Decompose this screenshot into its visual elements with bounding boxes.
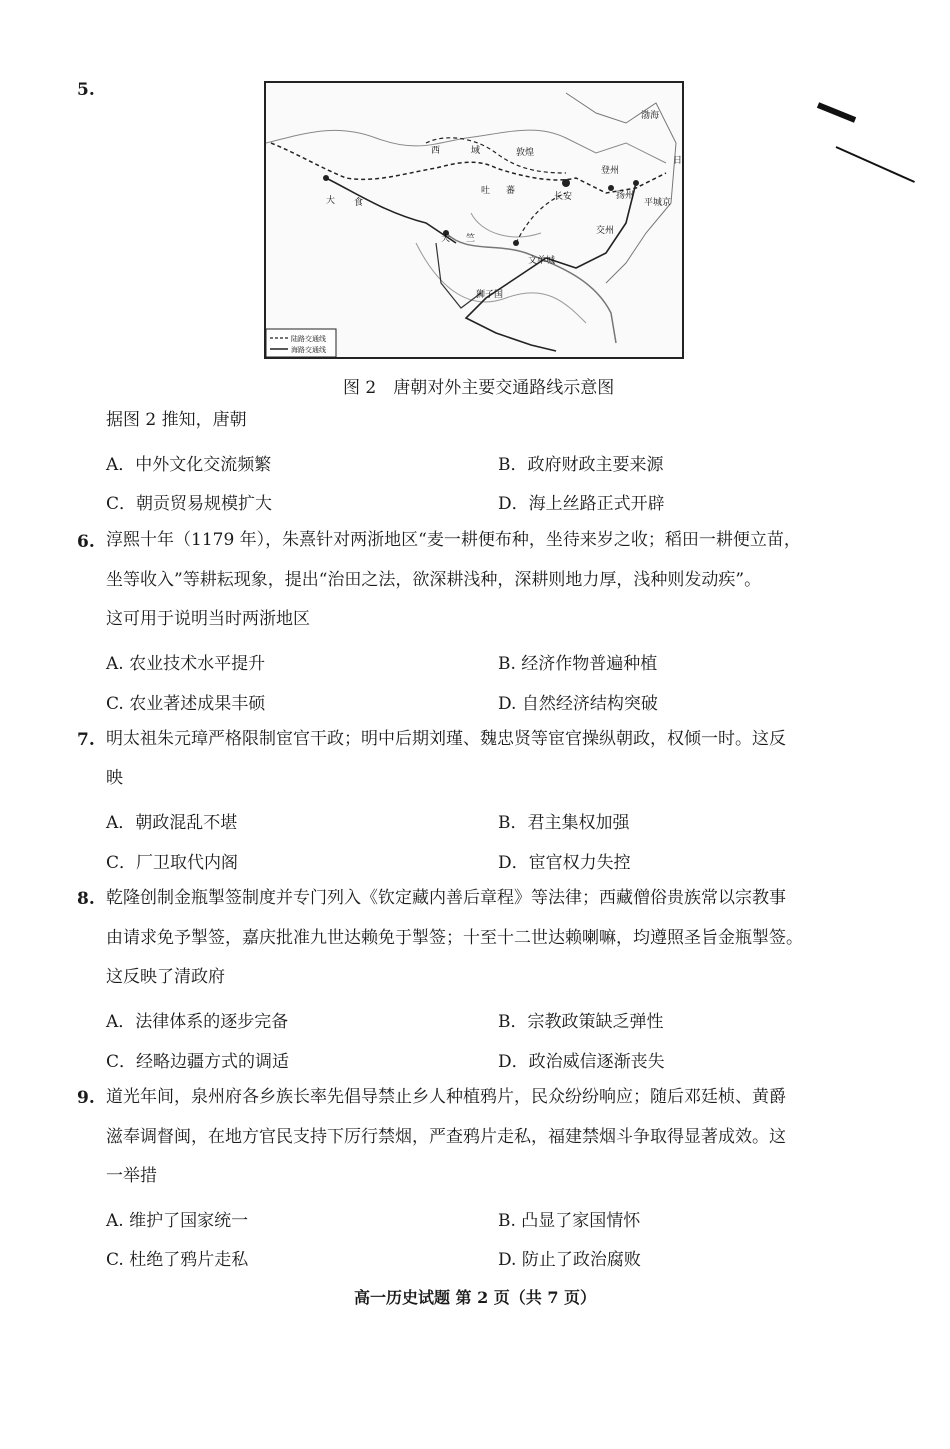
q7-option-b[interactable]: B．君主集权加强	[498, 813, 630, 833]
map-label: 长安	[554, 192, 573, 202]
legend-land: 陆路交通线	[291, 335, 326, 343]
q5-option-d[interactable]: D．海上丝路正式开辟	[498, 494, 665, 514]
q9-option-b[interactable]: B. 凸显了家国情怀	[498, 1211, 641, 1231]
map-label: 大	[326, 196, 336, 206]
map-label: 日	[673, 156, 682, 166]
q9-line: 道光年间，泉州府各乡族长率先倡导禁止乡人种植鸦片，民众纷纷响应；随后邓廷桢、黄爵	[106, 1087, 786, 1107]
map-legend	[266, 329, 336, 357]
q8-line: 乾隆创制金瓶掣签制度并专门列入《钦定藏内善后章程》等法律；西藏僧俗贵族常以宗教事	[106, 888, 786, 908]
q8-line: 这反映了清政府	[106, 967, 225, 987]
map-label: 交州	[596, 226, 615, 236]
map-label: 蕃	[506, 186, 516, 196]
legend-sea: 海路交通线	[291, 346, 326, 354]
q7-option-a[interactable]: A．朝政混乱不堪	[106, 813, 238, 833]
q5-option-a[interactable]: A．中外文化交流频繁	[106, 455, 272, 475]
map-label: 文单城	[528, 256, 556, 266]
q5-option-b[interactable]: B．政府财政主要来源	[498, 455, 664, 475]
figure-caption: 图 2 唐朝对外主要交通路线示意图	[343, 378, 615, 398]
q9-line: 一举措	[106, 1166, 157, 1186]
map-label: 登州	[601, 166, 620, 176]
q5-stem: 据图 2 推知，唐朝	[106, 410, 247, 430]
q9-number: 9.	[77, 1088, 95, 1108]
map-label: 渤海	[641, 111, 660, 121]
q8-option-d[interactable]: D．政治威信逐渐丧失	[498, 1052, 665, 1072]
q6-line: 坐等收入”等耕耘现象，提出“治田之法，欲深耕浅种，深耕则地力厚，浅种则发动疾”。	[106, 570, 762, 590]
q9-option-d[interactable]: D. 防止了政治腐败	[498, 1250, 641, 1270]
q6-option-a[interactable]: A. 农业技术水平提升	[106, 654, 266, 674]
map-label: 竺	[466, 234, 476, 244]
q7-option-c[interactable]: C．厂卫取代内阁	[106, 853, 239, 873]
q8-option-a[interactable]: A．法律体系的逐步完备	[106, 1012, 289, 1032]
q7-number: 7.	[77, 730, 95, 750]
pen-mark	[817, 102, 856, 123]
q6-line: 这可用于说明当时两浙地区	[106, 609, 310, 629]
q9-option-a[interactable]: A. 维护了国家统一	[106, 1211, 249, 1231]
q6-option-b[interactable]: B. 经济作物普遍种植	[498, 654, 658, 674]
q5-number: 5.	[77, 80, 95, 100]
map-drawing	[266, 83, 682, 357]
q7-line: 明太祖朱元璋严格限制宦官干政；明中后期刘瑾、魏忠贤等宦官操纵朝政，权倾一时。这反	[106, 729, 786, 749]
q8-line: 由请求免予掣签，嘉庆批准九世达赖免于掣签；十至十二世达赖喇嘛，均遵照圣旨金瓶掣签。	[106, 928, 803, 948]
q8-option-b[interactable]: B．宗教政策缺乏弹性	[498, 1012, 664, 1032]
q7-option-d[interactable]: D．宦官权力失控	[498, 853, 631, 873]
map-label: 平城京	[644, 198, 672, 208]
pen-mark	[836, 146, 915, 183]
tang-routes-map	[264, 81, 684, 359]
q9-option-c[interactable]: C. 杜绝了鸦片走私	[106, 1250, 249, 1270]
map-label: 敦煌	[516, 148, 535, 158]
page-footer: 高一历史试题 第 2 页（共 7 页）	[353, 1288, 597, 1307]
map-label: 食	[354, 198, 364, 208]
q7-line: 映	[106, 768, 123, 788]
map-label: 吐	[481, 186, 491, 196]
map-label: 扬州	[616, 191, 635, 201]
q6-line: 淳熙十年（1179 年），朱熹针对两浙地区“麦一耕便布种，坐待来岁之收；稻田一耕便立苗，	[106, 530, 801, 550]
q6-number: 6.	[77, 532, 95, 552]
q6-option-d[interactable]: D. 自然经济结构突破	[498, 694, 658, 714]
q8-option-c[interactable]: C．经略边疆方式的调适	[106, 1052, 290, 1072]
q9-line: 滋奉调督闽，在地方官民支持下厉行禁烟，严查鸦片走私，福建禁烟斗争取得显著成效。这	[106, 1127, 786, 1147]
map-label: 天	[441, 234, 451, 244]
q6-option-c[interactable]: C. 农业著述成果丰硕	[106, 694, 266, 714]
map-label: 域	[471, 146, 481, 156]
q5-option-c[interactable]: C．朝贡贸易规模扩大	[106, 494, 273, 514]
q8-number: 8.	[77, 889, 95, 909]
map-label: 西	[431, 146, 441, 156]
map-label: 狮子国	[476, 290, 504, 300]
